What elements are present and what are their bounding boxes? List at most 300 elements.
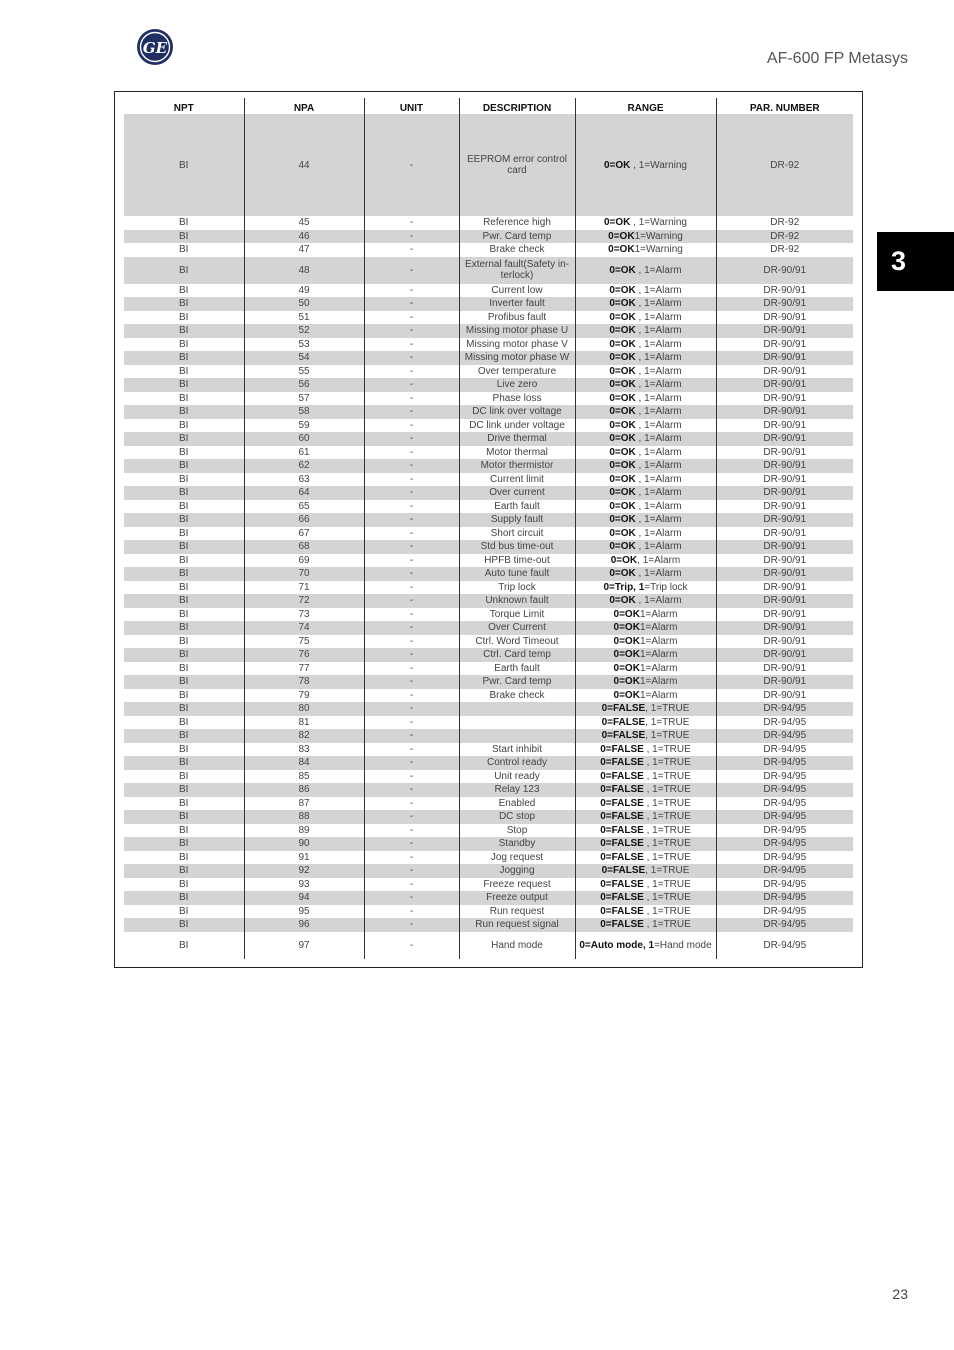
range-text: , 1=Alarm [635, 419, 682, 431]
cell-description: Live zero [459, 378, 575, 392]
range-text: , 1=Alarm [635, 460, 682, 472]
cell-npa: 66 [244, 513, 364, 527]
table-row [124, 216, 853, 230]
cell-par-number: DR-90/91 [716, 378, 853, 392]
range-text: 1=Alarm [639, 622, 678, 634]
cell-unit: - [364, 311, 459, 325]
range-bold-value: 0=OK [609, 419, 636, 431]
cell-npt: BI [179, 446, 189, 458]
cell-unit: - [364, 783, 459, 797]
cell-par-number: DR-90/91 [716, 432, 853, 446]
cell-range [575, 540, 716, 554]
cell-npt: BI [124, 729, 244, 743]
cell-par-number: DR-90/91 [716, 419, 853, 433]
cell-range [575, 770, 716, 784]
cell-npa: 80 [244, 702, 364, 716]
table-row [124, 581, 853, 595]
range-bold-value: 0=FALSE [600, 892, 644, 904]
cell-npa: 45 [244, 216, 364, 230]
cell-unit: - [364, 824, 459, 838]
range-bold-value: 0=OK [609, 446, 636, 458]
cell-description: DC link over voltage [459, 405, 575, 419]
cell-unit: - [364, 756, 459, 770]
cell-npt: BI [124, 378, 244, 392]
cell-par-number: DR-94/95 [716, 756, 853, 770]
range-text: , 1=TRUE [643, 905, 691, 917]
cell-description: Missing motor phase V [459, 338, 575, 352]
cell-npa: 60 [244, 432, 364, 446]
cell-npt: BI [124, 230, 244, 244]
cell-range [575, 716, 716, 730]
cell-par-number: DR-90/91 [716, 608, 853, 622]
cell-par-number: DR-90/91 [716, 675, 853, 689]
cell-range [575, 284, 716, 298]
table-row [124, 905, 853, 919]
table-row [124, 311, 853, 325]
cell-range [575, 419, 716, 433]
cell-npa: 69 [244, 554, 364, 568]
cell-range [575, 365, 716, 379]
cell-par-number: DR-90/91 [716, 527, 853, 541]
range-text: , 1=Warning [630, 159, 687, 171]
range-bold-value: 0=FALSE [600, 905, 644, 917]
table-row [124, 594, 853, 608]
cell-npa: 95 [244, 905, 364, 919]
cell-range [575, 824, 716, 838]
cell-npa: 71 [244, 581, 364, 595]
cell-range [575, 891, 716, 905]
cell-range [575, 918, 716, 932]
cell-range [575, 311, 716, 325]
cell-npt: BI [124, 810, 244, 824]
range-bold-value: 0=FALSE [601, 730, 646, 742]
cell-range [575, 662, 716, 676]
cell-npt: BI [179, 527, 189, 539]
cell-description: Unit ready [459, 770, 575, 784]
cell-npa: 48 [244, 257, 364, 284]
cell-npt: BI [124, 513, 244, 527]
table-row [124, 114, 853, 216]
cell-unit: - [364, 581, 459, 595]
col-header-description: DESCRIPTION [459, 98, 575, 114]
cell-par-number: DR-90/91 [716, 365, 853, 379]
range-text: , 1=TRUE [643, 784, 691, 796]
cell-range [575, 810, 716, 824]
cell-range [575, 446, 716, 460]
cell-unit: - [364, 635, 459, 649]
cell-description: DC stop [459, 810, 575, 824]
table-row [124, 608, 853, 622]
cell-unit: - [364, 770, 459, 784]
table-row [124, 297, 853, 311]
cell-par-number: DR-90/91 [716, 662, 853, 676]
cell-par-number: DR-90/91 [716, 284, 853, 298]
table-row [124, 473, 853, 487]
range-bold-value: 0=OK [613, 676, 640, 688]
cell-description: External fault(Safety in-terlock) [459, 257, 575, 284]
cell-npa: 74 [244, 621, 364, 635]
cell-npt: BI [124, 621, 244, 635]
cell-npa: 90 [244, 837, 364, 851]
cell-npt: BI [179, 662, 189, 674]
range-bold-value: 0=OK [613, 635, 640, 647]
range-text: 1=Alarm [639, 676, 678, 688]
cell-npa: 73 [244, 608, 364, 622]
cell-par-number: DR-90/91 [716, 486, 853, 500]
range-bold-value: 0=OK [609, 473, 636, 485]
range-bold-value: 0=OK [609, 406, 636, 418]
cell-npa: 77 [244, 662, 364, 676]
range-bold-value: 0=OK [608, 230, 635, 242]
table-row [124, 702, 853, 716]
cell-par-number: DR-94/95 [716, 729, 853, 743]
range-bold-value: 0=OK [609, 514, 636, 526]
cell-unit: - [364, 459, 459, 473]
cell-unit: - [364, 473, 459, 487]
cell-npt: BI [124, 324, 244, 338]
cell-unit: - [364, 432, 459, 446]
cell-description: Auto tune fault [459, 567, 575, 581]
cell-description: Control ready [459, 756, 575, 770]
table-row [124, 783, 853, 797]
col-header-range: RANGE [575, 98, 716, 114]
range-text: , 1=Alarm [635, 392, 682, 404]
cell-description: Current low [459, 284, 575, 298]
cell-par-number: DR-94/95 [716, 864, 853, 878]
range-text: , 1=TRUE [643, 892, 691, 904]
cell-description: Brake check [459, 689, 575, 703]
cell-npt: BI [124, 918, 244, 932]
cell-npt: BI [124, 756, 244, 770]
cell-npa: 51 [244, 311, 364, 325]
cell-npt: BI [179, 743, 189, 755]
range-text: , 1=TRUE [643, 878, 691, 890]
range-text: , 1=TRUE [643, 919, 691, 931]
cell-unit: - [364, 554, 459, 568]
table-row [124, 378, 853, 392]
range-text: , 1=Alarm [635, 514, 682, 526]
cell-description: Pwr. Card temp [459, 230, 575, 244]
cell-unit: - [364, 689, 459, 703]
cell-npa: 92 [244, 864, 364, 878]
cell-unit: - [364, 338, 459, 352]
range-text: , 1=Alarm [637, 554, 681, 566]
cell-unit: - [364, 878, 459, 892]
table-row [124, 405, 853, 419]
cell-range [575, 432, 716, 446]
cell-range [575, 473, 716, 487]
cell-par-number: DR-90/91 [716, 459, 853, 473]
cell-npt: BI [179, 608, 189, 620]
cell-npt: BI [124, 459, 244, 473]
cell-par-number: DR-90/91 [716, 311, 853, 325]
range-bold-value: 0=OK [609, 433, 636, 445]
cell-npt: BI [179, 635, 189, 647]
cell-unit: - [364, 567, 459, 581]
range-text: , 1=Alarm [635, 325, 682, 337]
cell-range [575, 689, 716, 703]
cell-range [575, 405, 716, 419]
cell-description: DC link under voltage [459, 419, 575, 433]
table-row [124, 797, 853, 811]
cell-unit: - [364, 540, 459, 554]
cell-npt: BI [179, 851, 189, 863]
range-text: , 1=Alarm [635, 500, 682, 512]
cell-npt: BI [179, 338, 189, 350]
table-header-row [124, 98, 853, 114]
cell-par-number: DR-90/91 [716, 446, 853, 460]
range-bold-value: 0=FALSE [600, 770, 644, 782]
cell-npa: 94 [244, 891, 364, 905]
document-title: AF-600 FP Metasys [766, 50, 908, 67]
range-text: , 1=Alarm [635, 264, 682, 276]
cell-npa: 53 [244, 338, 364, 352]
range-bold-value: 0=OK [609, 487, 636, 499]
cell-unit: - [364, 486, 459, 500]
range-bold-value: 0=FALSE [600, 824, 644, 836]
cell-range [575, 621, 716, 635]
table-row [124, 432, 853, 446]
cell-range [575, 114, 716, 216]
cell-npa: 82 [244, 729, 364, 743]
cell-par-number: DR-90/91 [716, 257, 853, 284]
range-bold-value: 0=OK [613, 608, 640, 620]
cell-range [575, 527, 716, 541]
cell-npt: BI [179, 500, 189, 512]
cell-par-number: DR-94/95 [716, 824, 853, 838]
cell-npa: 47 [244, 243, 364, 257]
cell-npa: 58 [244, 405, 364, 419]
cell-npa: 44 [244, 114, 364, 216]
cell-npa: 57 [244, 392, 364, 406]
cell-npt: BI [179, 770, 189, 782]
cell-unit: - [364, 702, 459, 716]
range-bold-value: 0=OK [613, 689, 640, 701]
range-bold-value: 0=FALSE [600, 797, 644, 809]
cell-npt: BI [124, 351, 244, 365]
cell-par-number: DR-94/95 [716, 702, 853, 716]
range-text: , 1=Alarm [635, 446, 682, 458]
cell-description: Jog request [459, 851, 575, 865]
range-bold-value: 0=FALSE [601, 865, 646, 877]
cell-par-number: DR-92 [716, 230, 853, 244]
cell-description: Jogging [459, 864, 575, 878]
range-text: , 1=TRUE [643, 824, 691, 836]
table-row [124, 486, 853, 500]
range-bold-value: 0=OK [609, 527, 636, 539]
cell-npt: BI [179, 716, 189, 728]
table-body [124, 114, 853, 959]
cell-par-number: DR-94/95 [716, 770, 853, 784]
table-row [124, 351, 853, 365]
cell-unit: - [364, 419, 459, 433]
cell-npa: 72 [244, 594, 364, 608]
cell-unit: - [364, 365, 459, 379]
cell-range [575, 243, 716, 257]
range-bold-value: 0=OK [609, 379, 636, 391]
table-row [124, 851, 853, 865]
cell-range [575, 743, 716, 757]
cell-description: Profibus fault [459, 311, 575, 325]
cell-description: Stop [459, 824, 575, 838]
cell-description [459, 716, 575, 730]
cell-npa: 85 [244, 770, 364, 784]
cell-npt: BI [179, 824, 189, 836]
cell-range [575, 783, 716, 797]
cell-range [575, 905, 716, 919]
cell-unit: - [364, 324, 459, 338]
cell-npt: BI [124, 891, 244, 905]
cell-range [575, 594, 716, 608]
cell-unit: - [364, 905, 459, 919]
cell-unit: - [364, 891, 459, 905]
cell-description: Brake check [459, 243, 575, 257]
cell-npt: BI [179, 419, 189, 431]
cell-npt: BI [179, 473, 189, 485]
table-row [124, 284, 853, 298]
range-text: , 1=Alarm [635, 487, 682, 499]
cell-description: Freeze output [459, 891, 575, 905]
range-bold-value: 0=OK [609, 298, 636, 310]
cell-range [575, 729, 716, 743]
cell-range [575, 932, 716, 959]
cell-par-number: DR-90/91 [716, 351, 853, 365]
cell-range [575, 581, 716, 595]
cell-description: Drive thermal [459, 432, 575, 446]
table-row [124, 243, 853, 257]
range-bold-value: 0=FALSE [600, 919, 644, 931]
range-text: , 1=TRUE [645, 703, 690, 715]
table-row [124, 500, 853, 514]
table-row [124, 365, 853, 379]
range-text: , 1=TRUE [645, 716, 690, 728]
cell-npa: 79 [244, 689, 364, 703]
cell-npt: BI [179, 311, 189, 323]
cell-unit: - [364, 918, 459, 932]
cell-unit: - [364, 837, 459, 851]
cell-unit: - [364, 864, 459, 878]
cell-range [575, 837, 716, 851]
cell-par-number: DR-94/95 [716, 810, 853, 824]
cell-npt: BI [124, 648, 244, 662]
cell-npa: 88 [244, 810, 364, 824]
cell-par-number: DR-92 [716, 216, 853, 230]
cell-description: Over current [459, 486, 575, 500]
range-text: , 1=TRUE [645, 730, 690, 742]
table-row [124, 837, 853, 851]
cell-npt: BI [179, 217, 189, 229]
table-row [124, 689, 853, 703]
range-bold-value: 0=OK [609, 338, 636, 350]
range-bold-value: 0=OK [613, 622, 640, 634]
cell-npt: BI [179, 689, 189, 701]
table-row [124, 878, 853, 892]
table-row [124, 338, 853, 352]
cell-npa: 97 [244, 932, 364, 959]
table-row [124, 392, 853, 406]
range-bold-value: 0=OK [609, 311, 636, 323]
cell-npt: BI [124, 486, 244, 500]
range-text: , 1=Alarm [635, 298, 682, 310]
cell-npt: BI [179, 365, 189, 377]
range-bold-value: 0=FALSE [601, 703, 646, 715]
cell-range [575, 297, 716, 311]
cell-range [575, 500, 716, 514]
cell-npt: BI [179, 939, 189, 951]
cell-range [575, 756, 716, 770]
cell-range [575, 554, 716, 568]
cell-npa: 84 [244, 756, 364, 770]
cell-par-number: DR-90/91 [716, 500, 853, 514]
table-row [124, 810, 853, 824]
cell-npt: BI [124, 675, 244, 689]
cell-par-number: DR-94/95 [716, 878, 853, 892]
range-bold-value: 0=FALSE [600, 757, 644, 769]
cell-description: Run request [459, 905, 575, 919]
range-text: , 1=Alarm [635, 365, 682, 377]
range-bold-value: 0=OK [603, 159, 631, 171]
table-row [124, 648, 853, 662]
cell-npa: 70 [244, 567, 364, 581]
range-bold-value: 0=FALSE [600, 878, 644, 890]
cell-npt: BI [124, 257, 244, 284]
cell-npt: BI [124, 114, 244, 216]
cell-description: Enabled [459, 797, 575, 811]
cell-npa: 96 [244, 918, 364, 932]
cell-description: Ctrl. Word Timeout [459, 635, 575, 649]
cell-unit: - [364, 216, 459, 230]
cell-par-number: DR-90/91 [716, 594, 853, 608]
range-text: 1=Alarm [639, 662, 678, 674]
cell-unit: - [364, 500, 459, 514]
range-bold-value: 0=OK [610, 554, 638, 566]
table-row [124, 635, 853, 649]
cell-range [575, 797, 716, 811]
range-text: , 1=TRUE [643, 851, 691, 863]
cell-par-number: DR-90/91 [716, 540, 853, 554]
table-row [124, 675, 853, 689]
cell-unit: - [364, 114, 459, 216]
range-text: , 1=Alarm [635, 311, 682, 323]
cell-unit: - [364, 716, 459, 730]
cell-range [575, 257, 716, 284]
range-text: 1=Alarm [639, 649, 678, 661]
cell-unit: - [364, 662, 459, 676]
cell-description: Std bus time-out [459, 540, 575, 554]
cell-description: Ctrl. Card temp [459, 648, 575, 662]
table-row [124, 891, 853, 905]
cell-par-number: DR-94/95 [716, 716, 853, 730]
cell-unit: - [364, 621, 459, 635]
table-row [124, 864, 853, 878]
parameter-table [124, 98, 853, 959]
table-row [124, 621, 853, 635]
cell-unit: - [364, 743, 459, 757]
table-row [124, 729, 853, 743]
cell-npa: 81 [244, 716, 364, 730]
table-row [124, 554, 853, 568]
range-bold-value: 0=OK [609, 352, 636, 364]
cell-description: Current limit [459, 473, 575, 487]
cell-npt: BI [124, 702, 244, 716]
range-text: , 1=TRUE [643, 811, 691, 823]
range-text: , 1=TRUE [643, 743, 691, 755]
cell-par-number: DR-90/91 [716, 581, 853, 595]
cell-range [575, 635, 716, 649]
cell-description: Over Current [459, 621, 575, 635]
cell-unit: - [364, 392, 459, 406]
table-row [124, 419, 853, 433]
